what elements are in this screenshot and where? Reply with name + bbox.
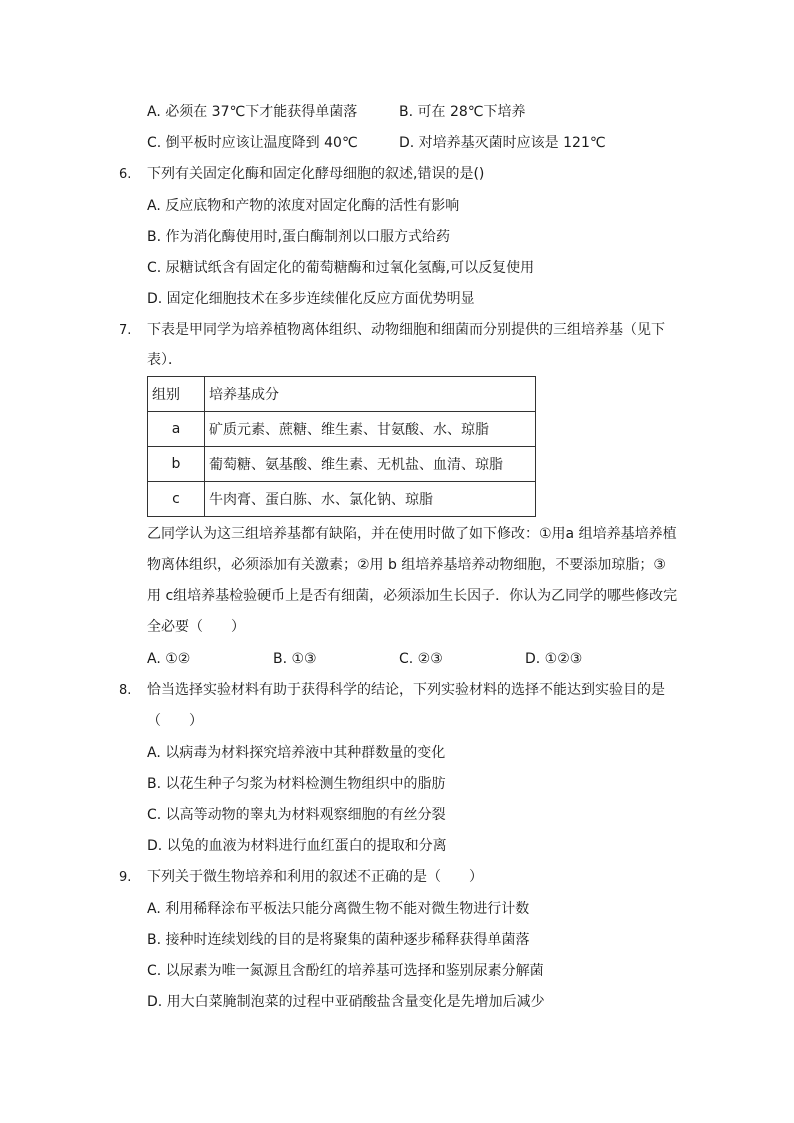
table-cell-group: a (148, 412, 205, 447)
q9-option-d: D. 用大白菜腌制泡菜的过程中亚硝酸盐含量变化是先增加后减少 (147, 994, 545, 1010)
table-cell-group: b (148, 447, 205, 482)
q9-number: 9. (119, 870, 132, 885)
q5-option-b: B. 可在 28℃下培养 (399, 104, 526, 120)
q9-stem: 下列关于微生物培养和利用的叙述不正确的是（ ） (147, 869, 483, 885)
q6-stem: 下列有关固定化酶和固定化酵母细胞的叙述,错误的是() (147, 166, 485, 182)
q8-option-b: B. 以花生种子匀浆为材料检测生物组织中的脂肪 (147, 776, 446, 792)
q7-paragraph-line3: 用 c组培养基检验硬币上是否有细菌，必须添加生长因子．你认为乙同学的哪些修改完 (147, 588, 678, 604)
table-cell-components: 牛肉膏、蛋白胨、水、氯化钠、琼脂 (205, 482, 536, 517)
q6-number: 6. (119, 167, 132, 182)
q7-option-b: B. ①③ (273, 651, 317, 667)
table-header-components: 培养基成分 (205, 377, 536, 412)
q7-number: 7. (119, 323, 132, 338)
q6-option-a: A. 反应底物和产物的浓度对固定化酶的活性有影响 (147, 198, 460, 214)
q8-stem-line1: 恰当选择实验材料有助于获得科学的结论，下列实验材料的选择不能达到实验目的是 (147, 682, 665, 698)
table-row (148, 412, 536, 447)
q8-option-d: D. 以兔的血液为材料进行血红蛋白的提取和分离 (147, 838, 447, 854)
q8-option-a: A. 以病毒为材料探究培养液中其种群数量的变化 (147, 745, 446, 761)
q6-option-b: B. 作为消化酶使用时,蛋白酶制剂以口服方式给药 (147, 229, 450, 245)
table-cell-group: c (148, 482, 205, 517)
q9-option-a: A. 利用稀释涂布平板法只能分离微生物不能对微生物进行计数 (147, 901, 530, 917)
q5-option-a: A. 必须在 37℃下才能获得单菌落 (147, 104, 358, 120)
q5-option-d: D. 对培养基灭菌时应该是 121℃ (399, 135, 606, 151)
q9-option-b: B. 接种时连续划线的目的是将聚集的菌种逐步稀释获得单菌落 (147, 932, 530, 948)
q9-option-c: C. 以尿素为唯一氮源且含酚红的培养基可选择和鉴别尿素分解菌 (147, 963, 544, 979)
q7-paragraph-line2: 物离体组织，必须添加有关激素；②用 b 组培养基培养动物细胞，不要添加琼脂；③ (147, 557, 666, 573)
q7-option-a: A. ①② (147, 651, 191, 667)
table-cell-components: 矿质元素、蔗糖、维生素、甘氨酸、水、琼脂 (205, 412, 536, 447)
q7-stem-line2: 表）． (147, 352, 182, 368)
q6-option-c: C. 尿糖试纸含有固定化的葡萄糖酶和过氧化氢酶,可以反复使用 (147, 260, 535, 276)
q7-paragraph-line1: 乙同学认为这三组培养基都有缺陷，并在使用时做了如下修改：①用a 组培养基培养植 (147, 526, 677, 542)
q8-option-c: C. 以高等动物的睾丸为材料观察细胞的有丝分裂 (147, 807, 446, 823)
q6-option-d: D. 固定化细胞技术在多步连续催化反应方面优势明显 (147, 291, 475, 307)
table-header-group: 组别 (148, 377, 205, 412)
table-header-row (148, 377, 536, 412)
q7-option-d: D. ①②③ (525, 651, 583, 667)
culture-media-table (147, 376, 536, 517)
q7-stem-line1: 下表是甲同学为培养植物离体组织、动物细胞和细菌而分别提供的三组培养基（见下 (147, 322, 665, 338)
q8-number: 8. (119, 683, 132, 698)
q7-option-c: C. ②③ (399, 651, 443, 667)
q7-paragraph-line4: 全必要（ ） (147, 619, 245, 635)
table-cell-components: 葡萄糖、氨基酸、维生素、无机盐、血清、琼脂 (205, 447, 536, 482)
table-row (148, 447, 536, 482)
q8-stem-line2: （ ） (147, 713, 203, 729)
table-row (148, 482, 536, 517)
q5-option-c: C. 倒平板时应该让温度降到 40℃ (147, 135, 358, 151)
